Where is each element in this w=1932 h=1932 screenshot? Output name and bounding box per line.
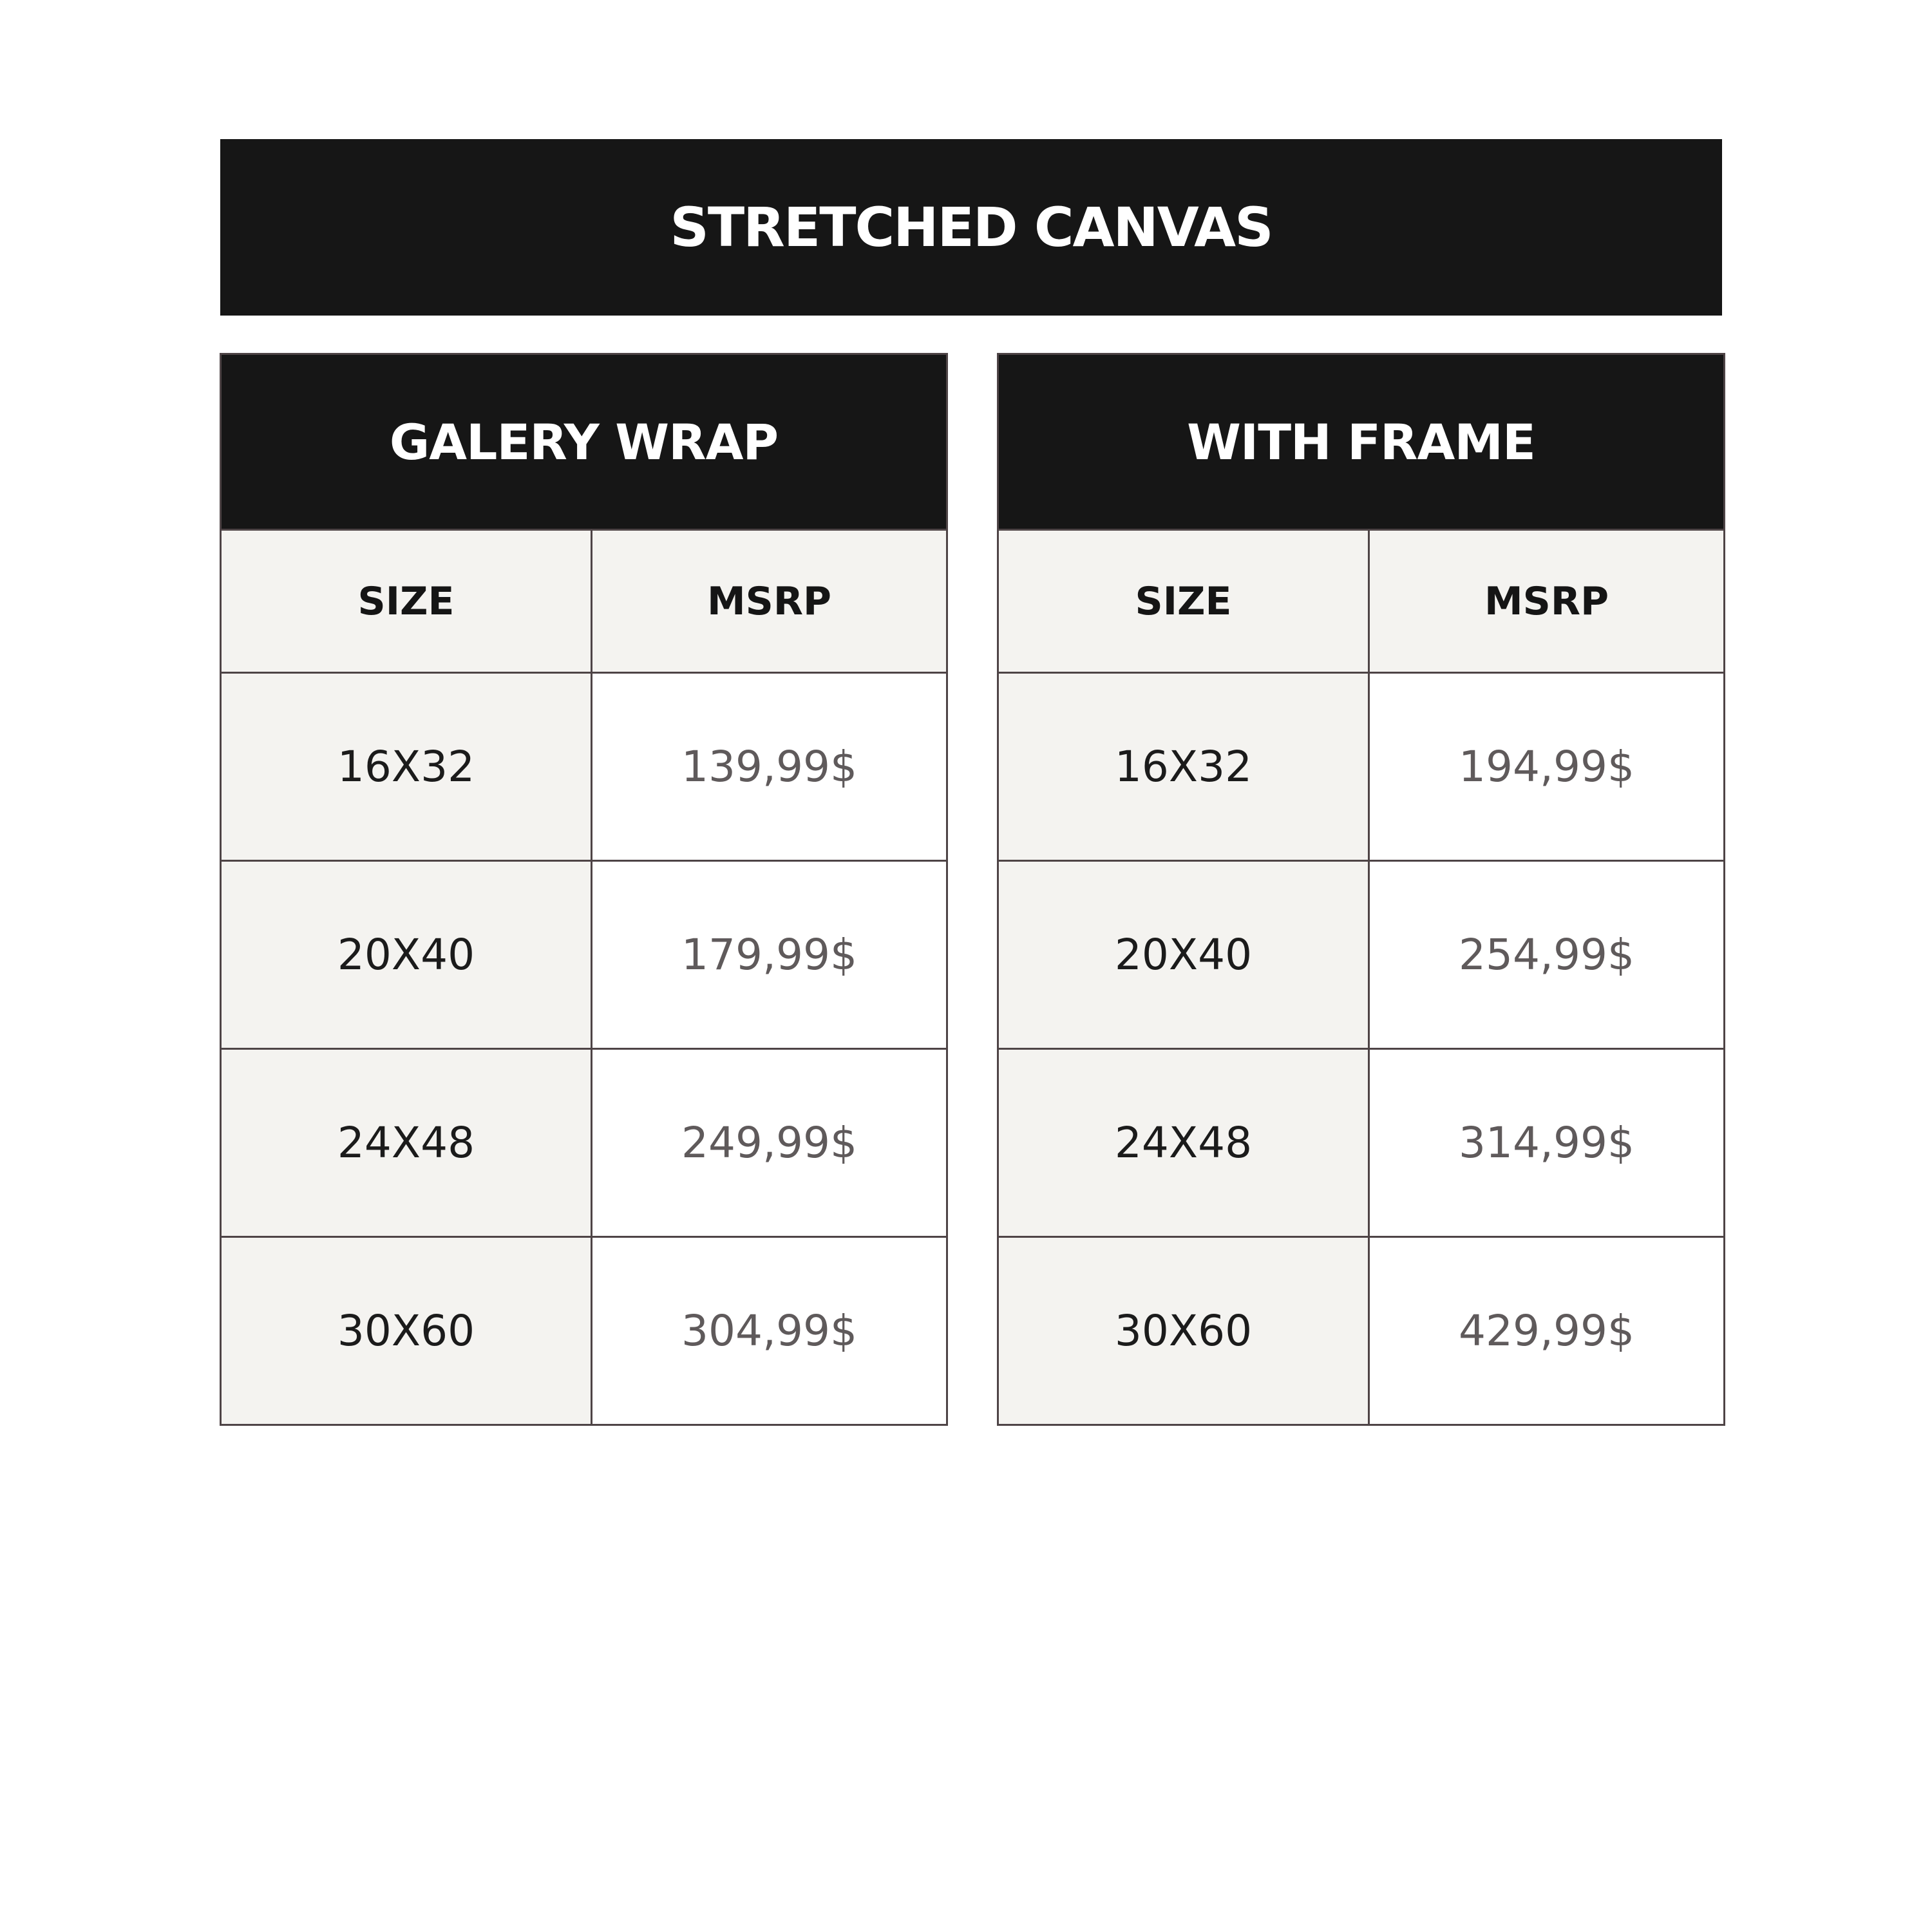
column-header-size: SIZE [221,530,592,673]
size-cell: 16X32 [221,673,592,861]
column-header-size: SIZE [998,530,1369,673]
table-heading: GALERY WRAP [221,354,947,530]
msrp-cell: 194,99$ [1369,673,1725,861]
msrp-cell: 429,99$ [1369,1237,1725,1425]
table-row [221,861,947,1049]
column-header-msrp: MSRP [1369,530,1725,673]
size-cell: 16X32 [998,673,1369,861]
msrp-cell: 314,99$ [1369,1049,1725,1237]
msrp-cell: 179,99$ [592,861,947,1049]
msrp-cell: 139,99$ [592,673,947,861]
table-row [998,673,1725,861]
table-row [998,1237,1725,1425]
table-row [998,1049,1725,1237]
size-cell: 24X48 [221,1049,592,1237]
size-cell: 30X60 [221,1237,592,1425]
size-cell: 20X40 [221,861,592,1049]
msrp-cell: 254,99$ [1369,861,1725,1049]
gallery-wrap-table [220,353,948,1426]
table-row [221,673,947,861]
size-cell: 20X40 [998,861,1369,1049]
title-banner [220,139,1722,316]
size-cell: 30X60 [998,1237,1369,1425]
with-frame-table [997,353,1725,1426]
table-row [998,861,1725,1049]
table-heading: WITH FRAME [998,354,1725,530]
table-row [221,1049,947,1237]
page-title: STRETCHED CANVAS [670,196,1273,259]
size-cell: 24X48 [998,1049,1369,1237]
table-row [221,1237,947,1425]
msrp-cell: 304,99$ [592,1237,947,1425]
column-header-msrp: MSRP [592,530,947,673]
msrp-cell: 249,99$ [592,1049,947,1237]
